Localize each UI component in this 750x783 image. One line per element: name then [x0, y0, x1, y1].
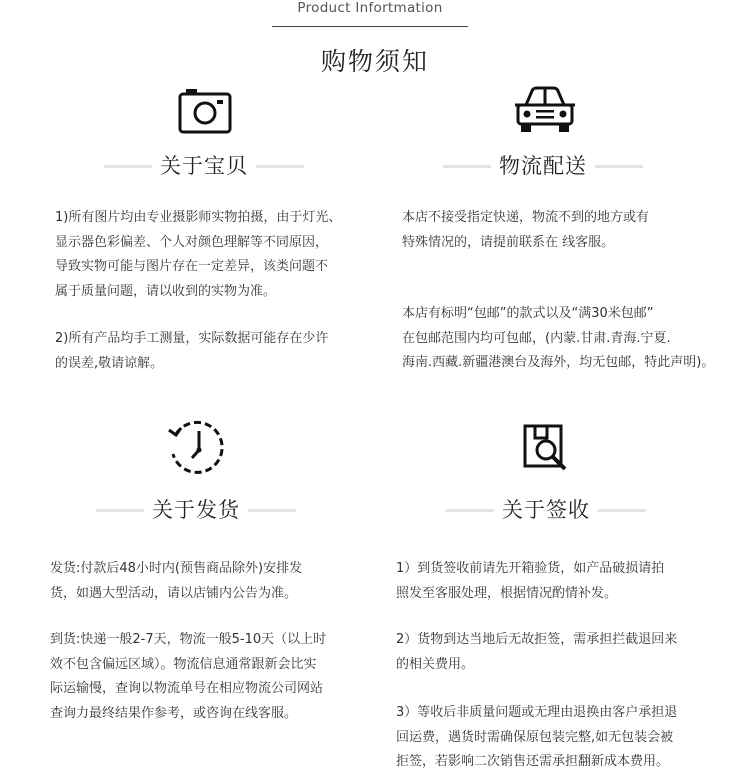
page-title: 购物须知: [320, 47, 429, 76]
receipt-paragraph-2: 2）货物到达当地后无故拒签，需承担拦截退回来 的相关费用。: [396, 632, 678, 672]
section-title-label: 物流配送: [491, 154, 595, 178]
section-title-label: 关于签收: [494, 498, 598, 522]
section-title-baby: [104, 151, 304, 181]
shipping-paragraph-2: 到货:快递一般2-7天，物流一般5-10天（以上时 效不包含偏远区域）。物流信息通常跟新会比实 际运输慢，查询以物流单号在相应物流公司网站 查询力最终结果作参考，或咨询在线客服。: [50, 632, 327, 721]
section-title-label: 关于宝贝: [152, 154, 256, 178]
shipping-paragraph-1: 发货:付款后48小时内(预售商品除外)安排发 货，如遇大型活动，请以店铺内公告为准。: [50, 561, 303, 601]
section-title-receipt: [446, 495, 646, 525]
baby-paragraph-1: 1)所有图片均由专业摄影师实物拍摄，由于灯光、 显示器色彩偏差、个人对颜色理解等不同原因， 导致实物可能与图片存在一定差异，该类问题不 属于质量问题，请以收到的实物为准。: [55, 210, 342, 299]
baby-paragraph-2: 2)所有产品均手工测量，实际数据可能存在少许 的误差,敬请谅解。: [55, 331, 329, 371]
car-icon: [514, 85, 576, 135]
package-search-icon: [522, 423, 568, 471]
logistics-paragraph-2: 本店有标明“包邮”的款式以及“满30米包邮” 在包邮范围内均可包邮，(内蒙.甘肃.青海.宁夏. 海南.西藏.新疆港澳台及海外，均无包邮，特此声明)。: [402, 306, 715, 370]
section-title-shipping: [96, 495, 296, 525]
header-banner: [272, 0, 468, 27]
receipt-paragraph-3: 3）等收后非质量问题或无理由退换由客户承担退 回运费，遇货时需确保原包装完整,如无包装会被 拒签，若影响二次销售还需承担翻新成本费用。: [396, 705, 678, 769]
section-title-logistics: [443, 151, 643, 181]
logistics-paragraph-1: 本店不接受指定快递，物流不到的地方或有 特殊情况的，请提前联系在 线客服。: [402, 210, 650, 250]
clock-icon: [166, 420, 226, 476]
banner-text: Product Infortmation: [297, 0, 443, 16]
receipt-paragraph-1: 1）到货签收前请先开箱验货，如产品破损请拍 照发至客服处理，根据情况酌情补发。: [396, 561, 665, 601]
camera-icon: [177, 86, 233, 136]
section-title-label: 关于发货: [144, 498, 248, 522]
